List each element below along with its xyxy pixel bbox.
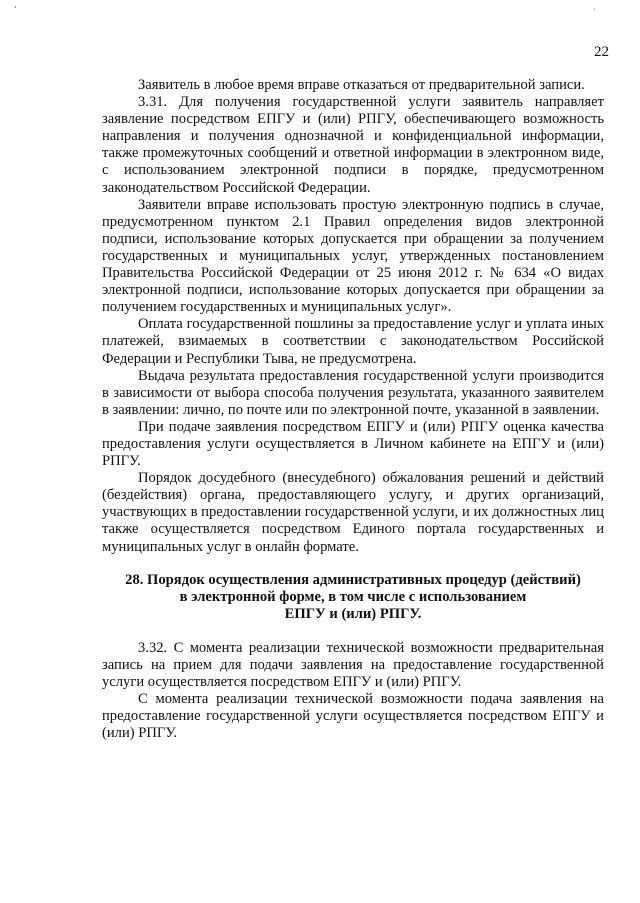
paragraph-result-delivery: Выдача результата предоставления государственной услуги производится в зависимости от выбора способа получения результата, указанного заявителем в заявлении: лично, по почте или по электронной почте, указанной в заявлении. <box>102 367 604 418</box>
paragraph-3-31: 3.31. Для получения государственной услуги заявитель направляет заявление посредством ЕПГУ и (или) РПГУ, обеспечивающего возможность направления и получения однозначной и конфиденциальной информации, также промежуточных сообщений и ответной информации в электронном виде, с использованием электронной подписи в порядке, предусмотренном законодательством Российской Федерации. <box>102 94 604 196</box>
paragraph-quality-assessment: При подаче заявления посредством ЕПГУ и (или) РПГУ оценка качества предоставления услуги осуществляется в Личном кабинете на ЕПГУ и (или) РПГУ. <box>102 418 604 470</box>
paragraph-withdraw-appointment: Заявитель в любое время вправе отказаться от предварительной записи. <box>138 77 585 93</box>
section-heading-line-1: 28. Порядок осуществления административных процедур (действий) <box>125 571 581 588</box>
paragraph-state-fee: Оплата государственной пошлины за предоставление услуг и уплата иных платежей, взимаемых в соответствии с законодательством Российской Федерации и Республики Тыва, не предусмотрена. <box>102 316 604 367</box>
section-heading-line-3: ЕПГУ и (или) РПГУ. <box>284 605 422 622</box>
paragraph-appeal-procedure: Порядок досудебного (внесудебного) обжалования решений и действий (бездействия) органа, предоставляющего услугу, и других организаций, участвующих в предоставлении государственной услуги, и их должностных лиц также осуществляется посредством Единого портала государственных и муниципальных услуг в онлайн формате. <box>102 470 604 555</box>
scan-mark-right: · <box>593 4 596 14</box>
paragraph-3-32: 3.32. С момента реализации технической возможности предварительная запись на прием для подачи заявления на предоставление государственной услуги осуществляется посредством ЕПГУ и (или) РПГУ. <box>102 639 604 691</box>
section-heading-28 <box>102 572 604 623</box>
paragraph-electronic-submission: С момента реализации технической возможности подача заявления на предоставление государственной услуги осуществляется посредством ЕПГУ и (или) РПГУ. <box>102 691 604 742</box>
section-heading-line-2: в электронной форме, в том числе с использованием <box>179 588 527 605</box>
paragraph-simple-signature: Заявители вправе использовать простую электронную подпись в случае, предусмотренном пунктом 2.1 Правил определения видов электронной подписи, использование которых допускается при обращении за получением государственных и муниципальных услуг, утвержденных постановлением Правительства Российской Федерации от 25 июня 2012 г. № 634 «О видах электронной подписи, использование которых допускается при обращении за получением государственных и муниципальных услуг». <box>102 196 604 316</box>
page-number: 22 <box>594 44 609 60</box>
scan-mark-left: ‘ <box>14 4 17 14</box>
document-body <box>102 77 604 742</box>
